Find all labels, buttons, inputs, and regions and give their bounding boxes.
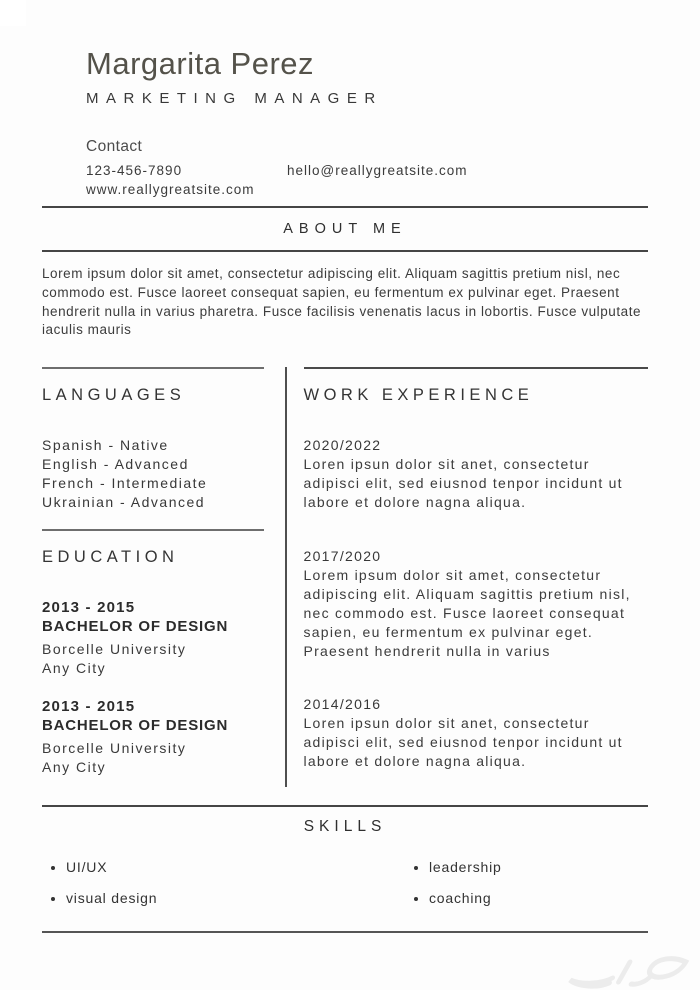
divider bbox=[42, 931, 648, 933]
skills-row bbox=[42, 845, 648, 907]
work-entry bbox=[304, 436, 649, 512]
work-years: 2017/2020 bbox=[303, 547, 382, 564]
left-column bbox=[42, 367, 264, 776]
education-school: Borcelle University bbox=[42, 739, 187, 756]
work-entry bbox=[304, 547, 649, 661]
work-years: 2020/2022 bbox=[303, 437, 382, 454]
skill-item: • UI/UX bbox=[66, 858, 413, 876]
contact-row bbox=[86, 163, 648, 178]
education-years: 2013 - 2015 bbox=[42, 697, 136, 715]
skill-item: • coaching bbox=[429, 889, 648, 907]
education-city: Any City bbox=[42, 660, 107, 677]
skills-list-left bbox=[42, 845, 413, 907]
job-title: MARKETING MANAGER bbox=[86, 90, 383, 107]
education-school: Borcelle University bbox=[42, 641, 187, 658]
education-degree: BACHELOR OF DESIGN bbox=[42, 716, 229, 734]
resume-content bbox=[42, 0, 648, 933]
divider bbox=[304, 367, 649, 369]
education-entry bbox=[42, 697, 264, 777]
header bbox=[42, 0, 648, 197]
education-entry bbox=[42, 598, 264, 678]
work-description: Loren ipsun dolor sit anet, consectetur adipisci elit, sed eiusnod tenpor incidunt ut labore et dolore nagna aliqua. bbox=[303, 456, 623, 510]
scan-artifact bbox=[0, 0, 26, 26]
language-item: Ukrainian - Advanced bbox=[42, 493, 206, 510]
person-name: Margarita Perez bbox=[86, 46, 315, 81]
languages-list bbox=[42, 436, 264, 511]
about-heading: ABOUT ME bbox=[283, 221, 407, 237]
skills-list-right bbox=[413, 845, 648, 907]
language-item: French - Intermediate bbox=[42, 474, 208, 491]
about-text: Lorem ipsum dolor sit amet, consectetur adipiscing elit. Aliquam sagittis pretium nisl, nec commodo est. Fusce laoreet consequat sapien, eu fermentum ex pulvinar eget. Praesent hendrerit nulla in varius pharetra. Fusce facilisis venenatis lacus in lobortis. Fusce vulputate iaculis mauris bbox=[42, 266, 642, 338]
education-years: 2013 - 2015 bbox=[42, 599, 136, 617]
phone-number: 123-456-7890 bbox=[86, 163, 183, 178]
work-description: Loren ipsun dolor sit anet, consectetur adipisci elit, sed eiusnod tenpor incidunt ut labore et dolore nagna aliqua. bbox=[303, 715, 623, 770]
language-item: English - Advanced bbox=[42, 455, 189, 472]
education-degree: BACHELOR OF DESIGN bbox=[42, 618, 229, 636]
watermark-logo bbox=[560, 952, 698, 990]
education-city: Any City bbox=[42, 758, 107, 775]
skill-item: • leadership bbox=[429, 858, 648, 876]
divider bbox=[42, 529, 264, 531]
two-column-section bbox=[42, 367, 648, 787]
work-years: 2014/2016 bbox=[303, 696, 382, 713]
work-description: Lorem ipsum dolor sit amet, consectetur adipiscing elit. Aliquam sagittis pretium nisl, nec commodo est. Fusce laoreet consequat sapien, eu fermentum ex pulvinar eget. Praesent hendrerit nulla in varius bbox=[303, 566, 631, 659]
languages-heading: LANGUAGES bbox=[42, 386, 186, 405]
right-column bbox=[287, 367, 649, 785]
skill-item: • visual design bbox=[66, 889, 413, 907]
contact-label: Contact bbox=[86, 138, 143, 155]
website-url: www.reallygreatsite.com bbox=[86, 182, 255, 197]
work-experience-heading: WORK EXPERIENCE bbox=[303, 386, 534, 405]
divider bbox=[42, 367, 264, 369]
language-item: Spanish - Native bbox=[42, 437, 169, 454]
divider bbox=[42, 206, 648, 208]
skills-heading: SKILLS bbox=[303, 818, 387, 836]
email-address: hello@reallygreatsite.com bbox=[287, 163, 468, 178]
divider bbox=[42, 805, 648, 807]
education-heading: EDUCATION bbox=[42, 548, 179, 567]
divider bbox=[42, 250, 648, 252]
work-entry bbox=[304, 695, 649, 771]
